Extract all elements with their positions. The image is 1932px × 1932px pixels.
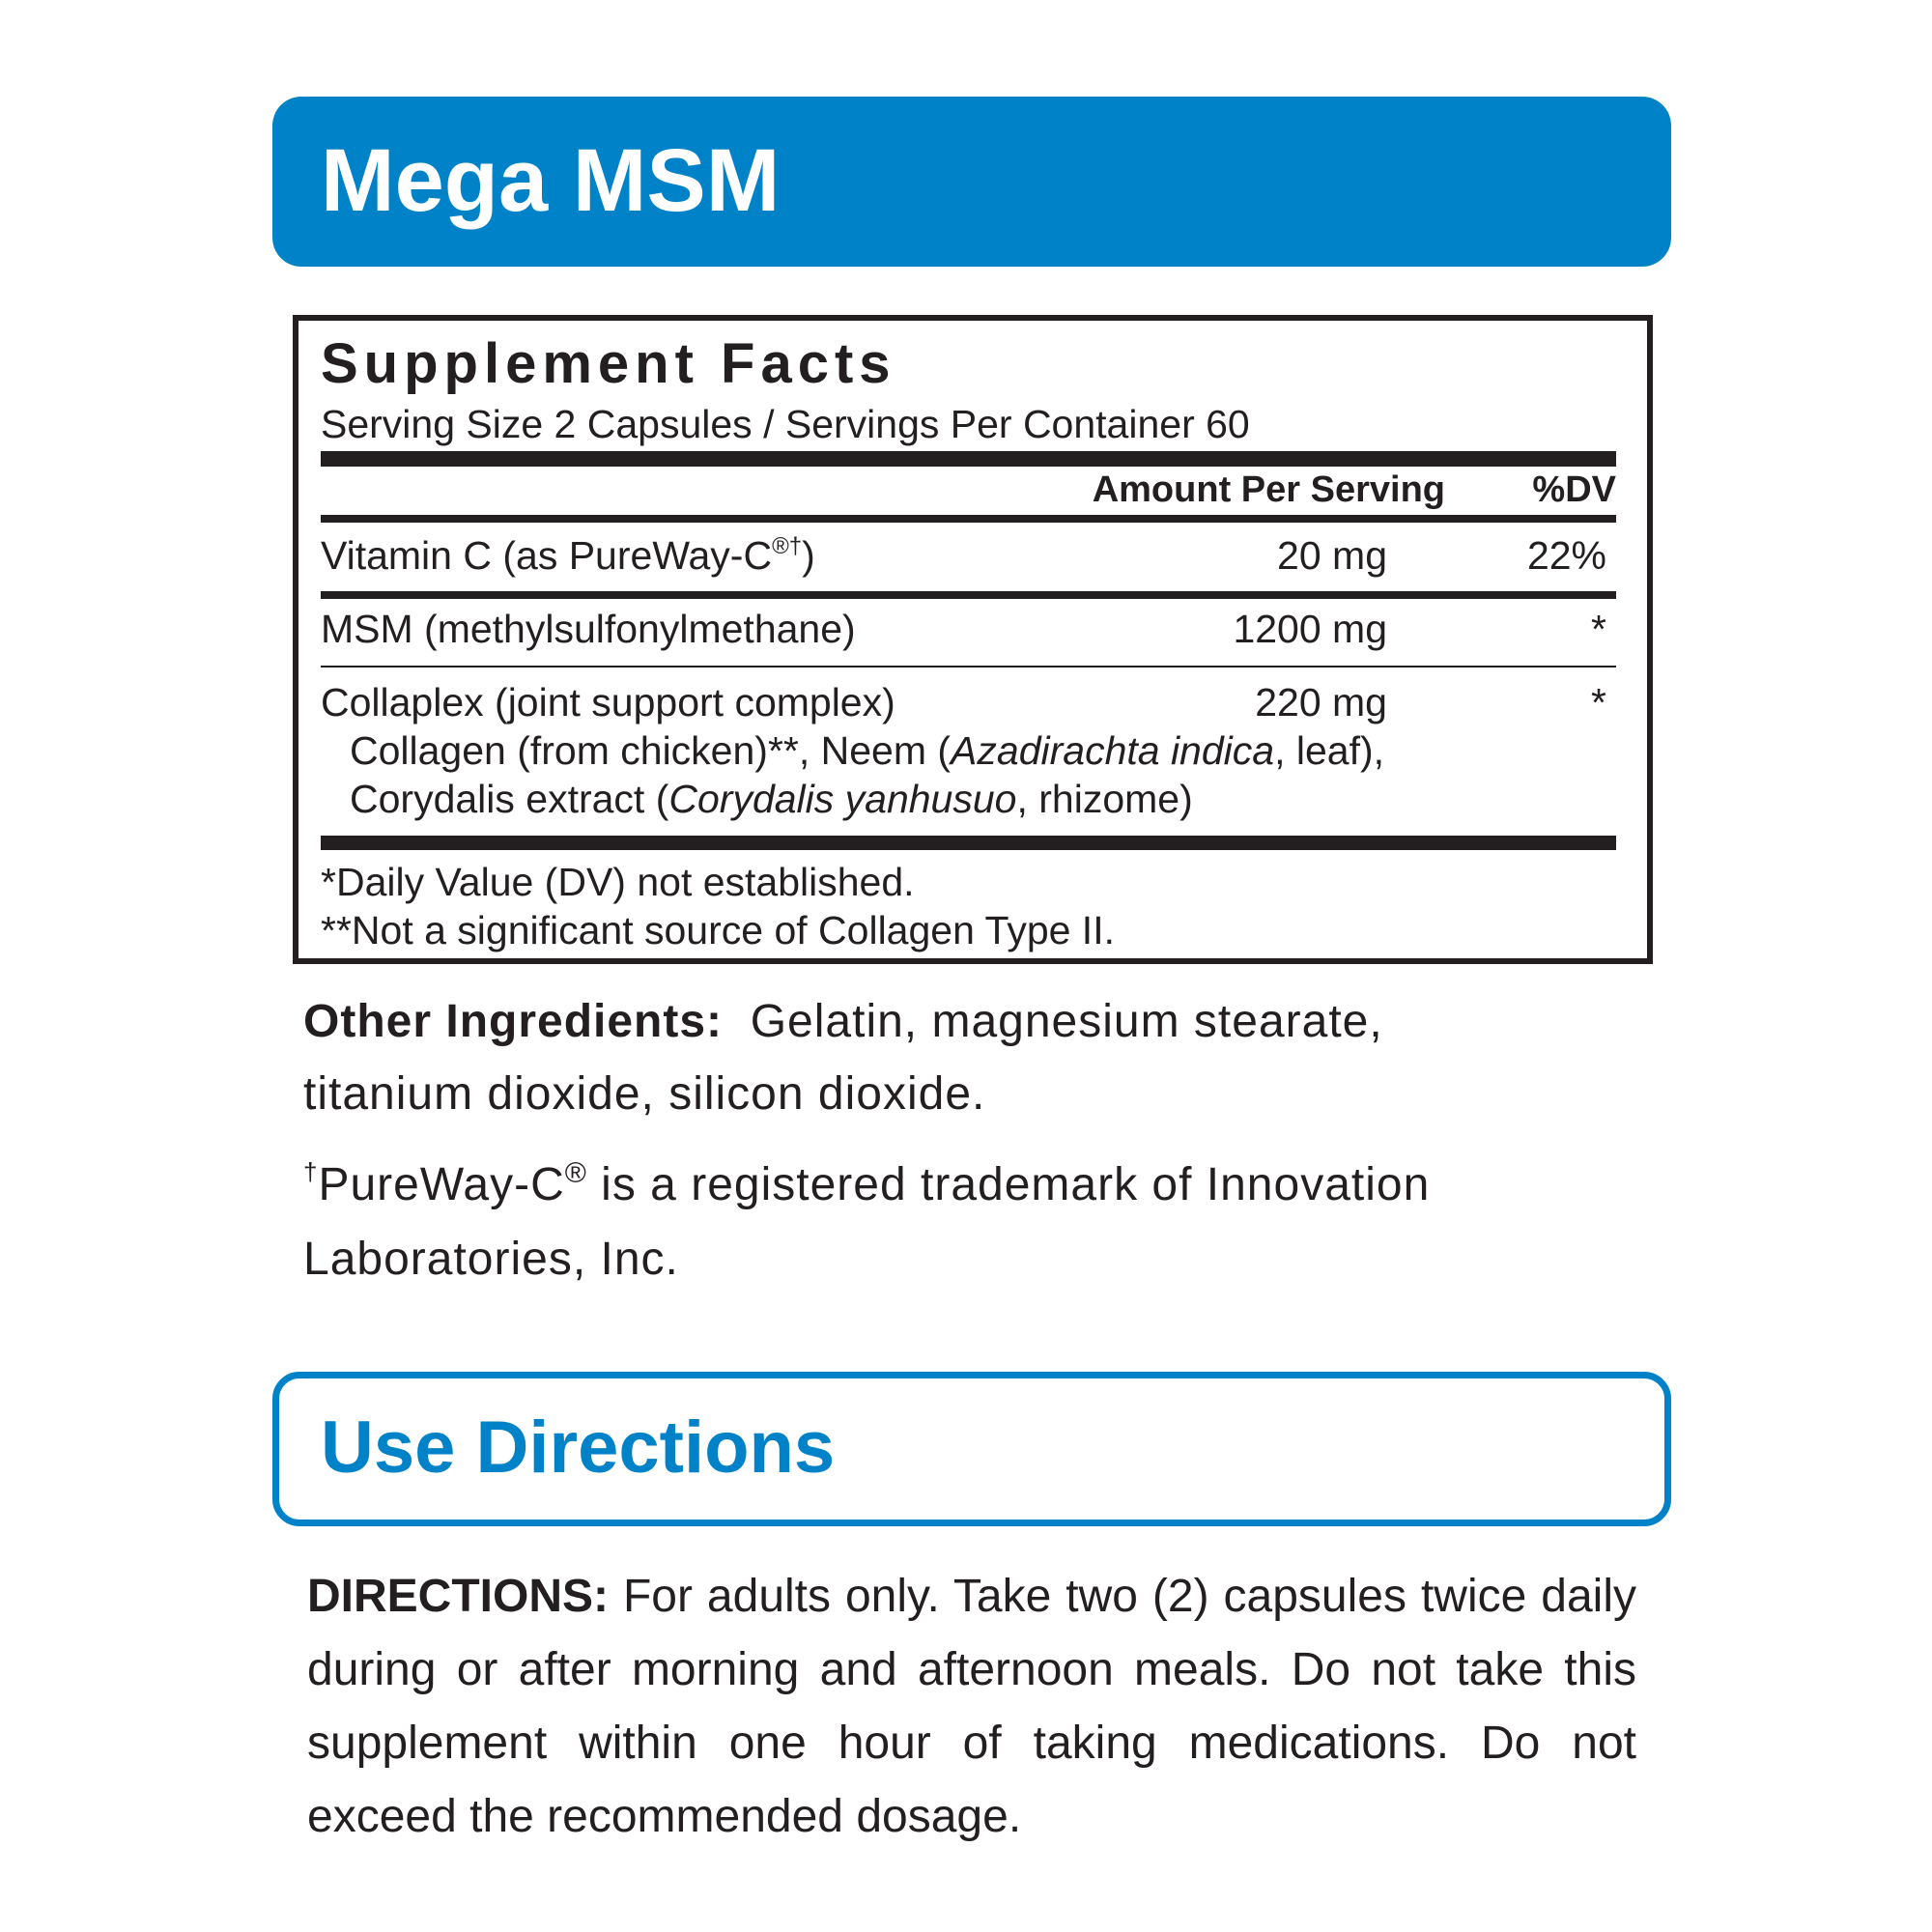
dagger-mark: † [303,1157,319,1186]
nutrient-amount-msm: 1200 mg [1233,607,1387,651]
divider-row-2 [321,666,1616,668]
serving-info: Serving Size 2 Capsules / Servings Per Container 60 [321,402,1250,446]
nutrient-dv-collaplex: * [1591,680,1606,724]
divider-thick-bottom [321,836,1616,850]
collaplex-ingredients-line-1: Collagen (from chicken)**, Neem (Azadirachta indica, leaf), [350,728,1385,773]
supplement-facts-inner [321,321,1616,958]
collaplex-ingredients-line-2: Corydalis extract (Corydalis yanhusuo, rhizome) [350,777,1193,821]
divider-row-1 [321,591,1616,599]
other-ingredients-text: Gelatin, magnesium stearate, titanium dioxide, silicon dioxide. [303,996,1383,1120]
nutrient-name-msm: MSM (methylsulfonylmethane) [321,607,856,651]
product-title-banner [272,97,1671,267]
directions-text [307,1560,1636,1854]
trademark-note [303,1148,1588,1296]
use-directions-title: Use Directions [321,1406,836,1489]
other-ingredients-label: Other Ingredients: [303,996,724,1047]
directions-label: DIRECTIONS: [307,1571,609,1622]
facts-heading: Supplement Facts [321,332,896,395]
amount-per-serving-header: Amount Per Serving [1092,469,1445,510]
nutrient-dv-vitamin-c: 22% [1526,533,1606,578]
nutrient-name-vitamin-c: Vitamin C (as PureWay-C®†) [321,533,815,578]
footnote-collagen: **Not a significant source of Collagen Type II. [321,908,1115,952]
trademark-text: is a registered trademark of Innovation Laboratories, Inc. [303,1159,1431,1285]
trademark-brand: PureWay-C [318,1159,565,1210]
nutrient-name-collaplex: Collaplex (joint support complex) [321,680,895,724]
other-ingredients [303,985,1559,1130]
divider-header [321,515,1616,523]
supplement-facts-panel [293,315,1653,964]
divider-thick-top [321,451,1616,467]
directions-body: For adults only. Take two (2) capsules twice daily during or after morning and afternoon meals. Do not take this supplement within one hour of taking medications. Do not exceed the recommended dosage. [307,1571,1636,1842]
nutrient-dv-msm: * [1591,607,1606,651]
nutrient-amount-vitamin-c: 20 mg [1277,533,1387,578]
product-title: Mega MSM [321,131,781,230]
footnote-daily-value: *Daily Value (DV) not established. [321,860,915,904]
nutrient-amount-collaplex: 220 mg [1255,680,1387,724]
registered-mark: ® [564,1157,587,1189]
use-directions-banner [272,1372,1671,1526]
daily-value-header: %DV [1532,469,1616,510]
